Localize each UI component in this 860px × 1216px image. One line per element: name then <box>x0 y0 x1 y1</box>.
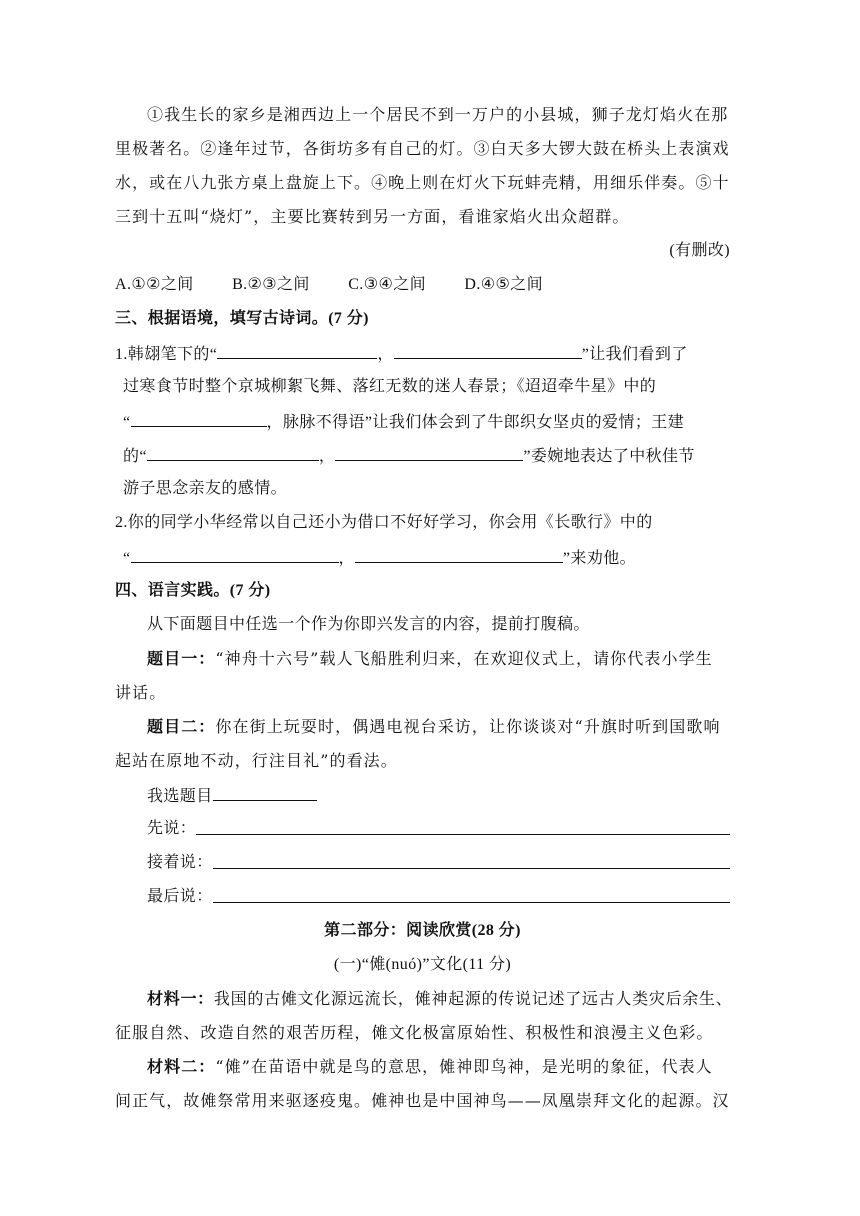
last-say-label: 最后说： <box>147 888 213 905</box>
topic-1-label: 题目一： <box>147 649 216 668</box>
section-3-heading: 三、根据语境，填写古诗词。(7 分) <box>115 310 369 327</box>
answer-blank[interactable] <box>147 444 319 461</box>
topic-2-line-2: 起站在原地不动，行注目礼”的看法。 <box>115 751 398 770</box>
then-say-label: 接着说： <box>147 854 213 871</box>
answer-options <box>115 274 577 296</box>
answer-blank[interactable] <box>355 546 563 563</box>
q1-end: ”委婉地表达了中秋佳节 <box>523 448 695 465</box>
passage-line-3: 水，或在八九张方桌上盘旋上下。④晚上则在灯火下玩蚌壳精，用细乐伴奏。⑤十 <box>115 173 730 192</box>
q1-line-1 <box>115 342 688 364</box>
passage-note: (有删改) <box>669 242 730 259</box>
answer-blank[interactable] <box>217 342 377 359</box>
topic-2-label: 题目二： <box>147 717 216 736</box>
passage-line-2: 里极著名。②逢年过节，各街坊多有自己的灯。③白天多大锣大鼓在桥头上表演戏 <box>115 139 730 158</box>
q2-line-1: 2.你的同学小华经常以自己还小为借口不好好学习，你会用《长歌行》中的 <box>115 514 653 531</box>
topic-2-text: 你在街上玩耍时，偶遇电视台采访，让你谈谈对“升旗时听到国歌响 <box>215 717 721 736</box>
then-say-line <box>147 852 730 874</box>
q1-line-2: 过寒食节时整个京城柳絮飞舞、落红无数的迷人春景；《迢迢牵牛星》中的 <box>123 378 657 395</box>
topic-choice-blank[interactable] <box>213 784 317 801</box>
comma: ， <box>318 448 336 465</box>
last-say-line <box>147 886 730 908</box>
topic-1-text: “神舟十六号”载人飞船胜利归来，在欢迎仪式上，请你代表小学生 <box>215 649 713 668</box>
material-2-line-1 <box>147 1056 713 1078</box>
option-b: B.②③之间 <box>232 276 310 293</box>
passage-line-1: ①我生长的家乡是湘西边上一个居民不到一万户的小县城，狮子龙灯焰火在那 <box>147 105 729 124</box>
open-quote: “ <box>123 414 131 431</box>
passage-line-4: 三到十五叫“烧灯”，主要比赛转到另一方面，看谁家焰火出众超群。 <box>115 207 630 226</box>
part-2-subtitle: (一)“傩(nuó)”文化(11 分) <box>333 956 512 973</box>
answer-blank[interactable] <box>394 342 582 359</box>
q1-prefix: 1.韩翃笔下的“ <box>115 346 218 363</box>
comma: ， <box>338 550 355 567</box>
section-4-heading: 四、语言实践。(7 分) <box>115 582 271 599</box>
material-1-label: 材料一： <box>147 989 214 1008</box>
topic-1-line-1 <box>147 648 713 670</box>
answer-blank[interactable] <box>131 410 267 427</box>
first-say-blank[interactable] <box>196 818 730 835</box>
q1-line-4 <box>123 444 695 466</box>
topic-2-line-1 <box>147 716 721 738</box>
option-d: D.④⑤之间 <box>464 276 544 293</box>
open-quote: “ <box>123 550 131 567</box>
q1-suffix: ”让我们看到了 <box>581 346 688 363</box>
choose-topic-label: 我选题目 <box>147 788 213 805</box>
material-2-line-2: 间正气，故傩祭常用来驱逐疫鬼。傩神也是中国神鸟——凤凰崇拜文化的起源。汉 <box>115 1091 730 1110</box>
section-4-intro: 从下面题目中任选一个作为你即兴发言的内容，提前打腹稿。 <box>147 616 590 633</box>
then-say-blank[interactable] <box>213 852 730 869</box>
option-a: A.①②之间 <box>115 276 194 293</box>
option-c: C.③④之间 <box>348 276 426 293</box>
q1-de: 的“ <box>123 448 147 465</box>
q2-line-2 <box>123 546 636 568</box>
material-2-label: 材料二： <box>147 1057 216 1076</box>
part-2-title: 第二部分：阅读欣赏(28 分) <box>324 922 521 939</box>
answer-blank[interactable] <box>335 444 523 461</box>
q2-end: ”来劝他。 <box>562 550 637 567</box>
material-1-text: 我国的古傩文化源远流长，傩神起源的传说记述了远古人类灾后余生、 <box>213 989 733 1008</box>
q1-mid: ，脉脉不得语”让我们体会到了牛郎织女坚贞的爱情；王建 <box>266 414 685 431</box>
choose-topic-line <box>147 784 317 806</box>
first-say-label: 先说： <box>147 820 197 837</box>
first-say-line <box>147 818 730 840</box>
q1-line-3 <box>123 410 684 432</box>
comma: ， <box>377 346 394 363</box>
last-say-blank[interactable] <box>213 886 730 903</box>
material-1-line-2: 征服自然、改造自然的艰苦历程，傩文化极富原始性、积极性和浪漫主义色彩。 <box>115 1023 714 1042</box>
material-1-line-1 <box>147 988 733 1010</box>
q1-line-5: 游子思念亲友的感情。 <box>123 480 288 497</box>
material-2-text: “傩”在苗语中就是鸟的意思，傩神即鸟神，是光明的象征，代表人 <box>215 1057 713 1076</box>
topic-1-line-2: 讲话。 <box>115 683 167 702</box>
answer-blank[interactable] <box>131 546 339 563</box>
